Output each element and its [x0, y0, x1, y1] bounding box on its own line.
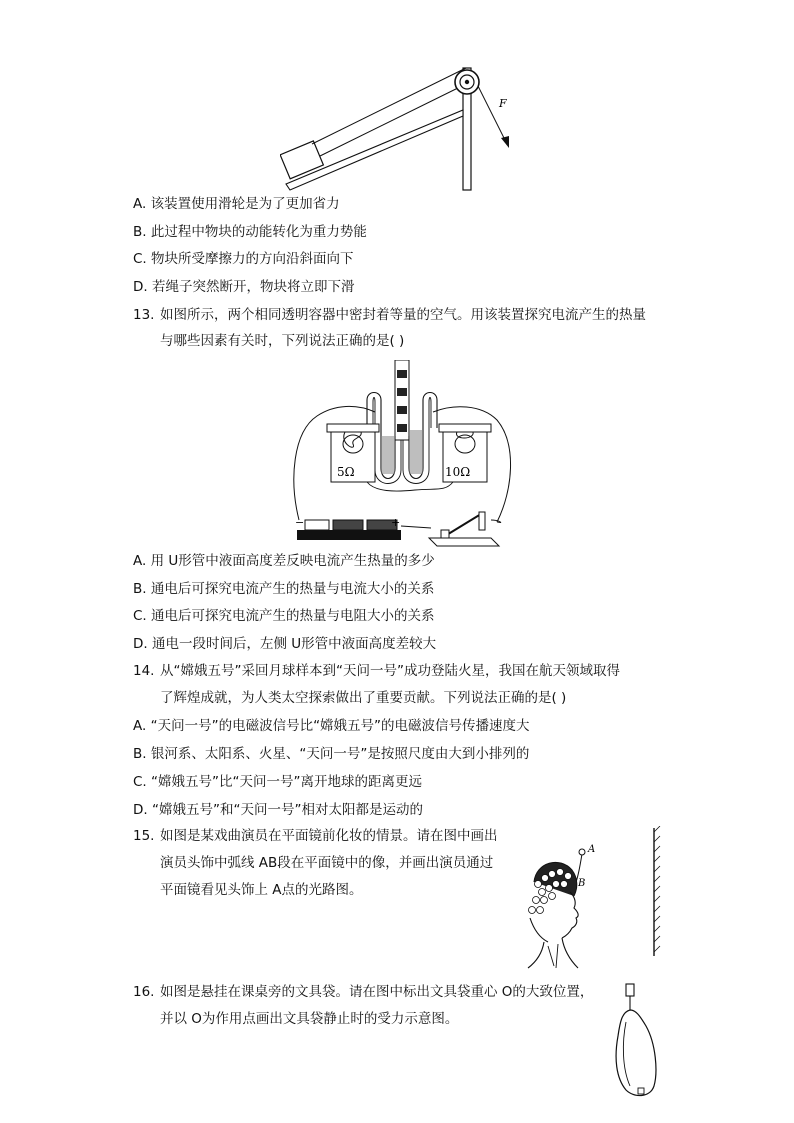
joule-heating-figure [285, 360, 520, 550]
q14-number: 14. [133, 663, 155, 679]
battery-plus: + [391, 516, 401, 529]
q12-option-a: A. 该装置使用滑轮是为了更加省力 [133, 196, 340, 212]
q14-stem-line2: 了辉煌成就，为人类太空探索做出了重要贡献。下列说法正确的是( ) [160, 690, 567, 706]
q16-number: 16. [133, 984, 155, 1000]
force-label: F [499, 97, 507, 110]
q16-line1: 如图是悬挂在课桌旁的文具袋。请在图中标出文具袋重心 O的大致位置， [160, 984, 594, 1000]
point-a-label: A [588, 844, 596, 855]
q13-option-d: D. 通电一段时间后，左侧 U形管中液面高度差较大 [133, 636, 437, 652]
q15-number: 15. [133, 828, 155, 844]
q13-stem-line2: 与哪些因素有关时，下列说法正确的是( ) [160, 333, 405, 349]
q16-line2: 并以 O为作用点画出文具袋静止时的受力示意图。 [160, 1011, 459, 1027]
q13-stem-line1: 如图所示，两个相同透明容器中密封着等量的空气。用该装置探究电流产生的热量 [160, 307, 646, 323]
q13-number: 13. [133, 307, 155, 323]
q12-option-d: D. 若绳子突然断开，物块将立即下滑 [133, 279, 355, 295]
left-resistor-label: 5Ω [337, 465, 355, 479]
pencil-bag-figure [606, 982, 670, 1100]
q14-option-b: B. 银河系、太阳系、火星、“天问一号”是按照尺度由大到小排列的 [133, 746, 530, 762]
q14-option-a: A. “天问一号”的电磁波信号比“嫦娥五号”的电磁波信号传播速度大 [133, 718, 530, 734]
point-b-label: B [578, 878, 586, 889]
q14-option-d: D. “嫦娥五号”和“天问一号”相对太阳都是运动的 [133, 802, 423, 818]
q15-line3: 平面镜看见头饰上 A点的光路图。 [160, 882, 363, 898]
opera-mirror-figure [518, 826, 668, 976]
q13-option-a: A. 用 U形管中液面高度差反映电流产生热量的多少 [133, 553, 435, 569]
incline-pulley-figure [280, 58, 520, 194]
q14-stem-line1: 从“嫦娥五号”采回月球样本到“天问一号”成功登陆火星，我国在航天领域取得 [160, 663, 620, 679]
q15-line2: 演员头饰中弧线 AB段在平面镜中的像，并画出演员通过 [160, 855, 494, 871]
q14-option-c: C. “嫦娥五号”比“天问一号”离开地球的距离更远 [133, 774, 422, 790]
battery-minus: − [295, 516, 305, 529]
q13-option-b: B. 通电后可探究电流产生的热量与电流大小的关系 [133, 581, 435, 597]
q15-line1: 如图是某戏曲演员在平面镜前化妆的情景。请在图中画出 [160, 828, 498, 844]
q13-option-c: C. 通电后可探究电流产生的热量与电阻大小的关系 [133, 608, 435, 624]
right-resistor-label: 10Ω [445, 465, 471, 479]
q12-option-b: B. 此过程中物块的动能转化为重力势能 [133, 224, 367, 240]
q12-option-c: C. 物块所受摩擦力的方向沿斜面向下 [133, 251, 354, 267]
